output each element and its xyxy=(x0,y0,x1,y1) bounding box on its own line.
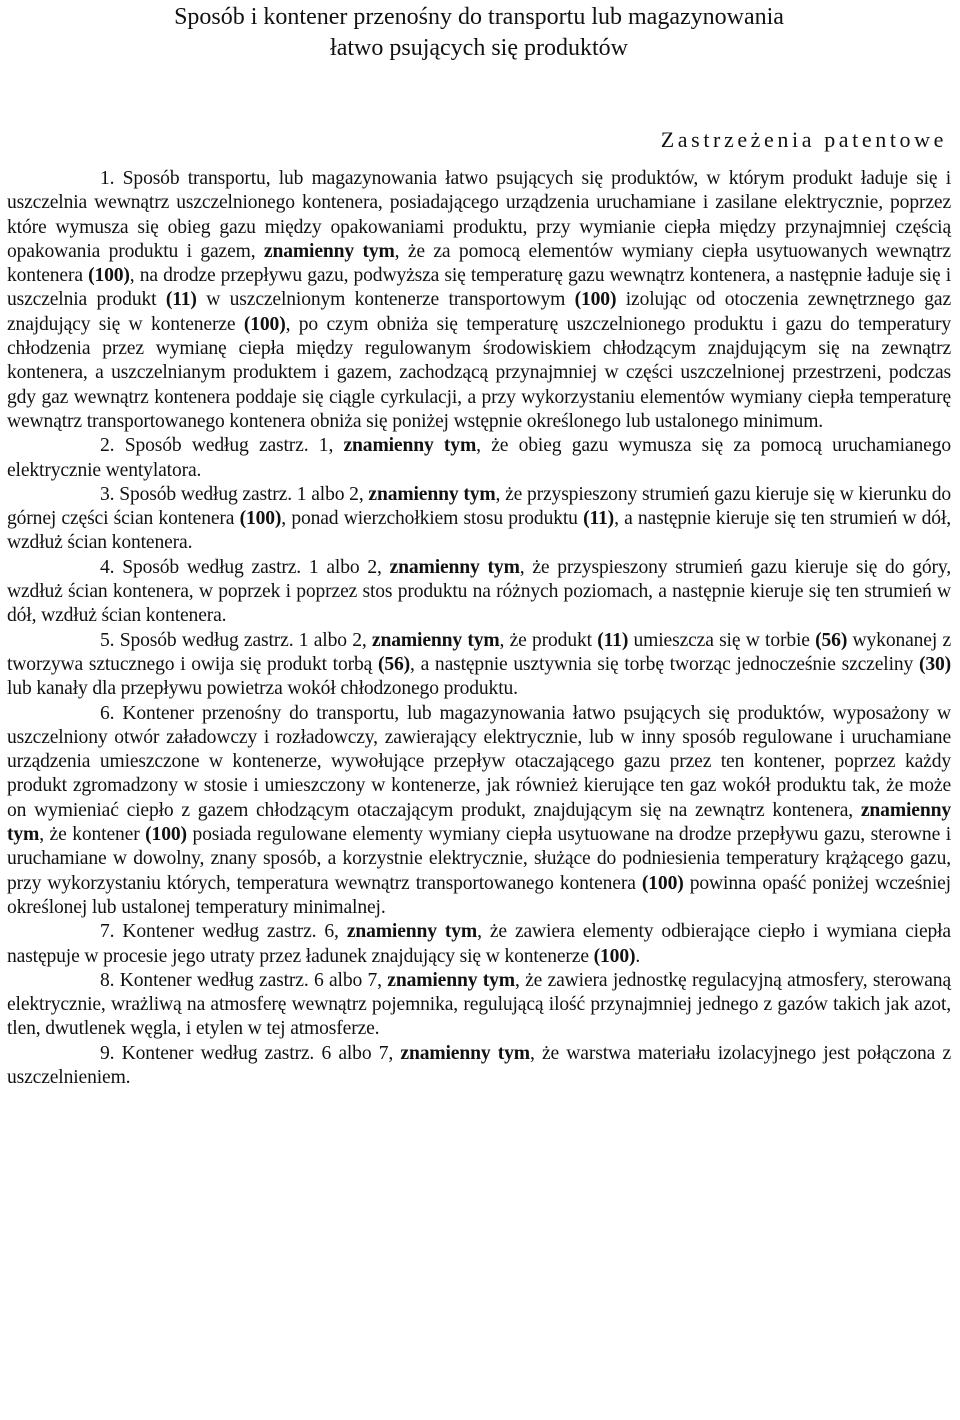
claim-text: , że kontener xyxy=(39,824,146,846)
patent-page xyxy=(7,0,951,1090)
claim-text: wykonanej z tworzywa sztucznego i owija się produkt torbą xyxy=(7,629,952,675)
claim-2 xyxy=(7,434,951,483)
claim-bold-text: (100) xyxy=(593,945,636,967)
claim-text: , że zawiera jednostkę regulacyjną atmosfery, sterowaną elektrycznie, wrażliwą na atmosferę wewnątrz pojemnika, regulującą ilość przynajmniej jednego z gazów takich jak azot, tlen, dwutlenek węgla, i etylen w tej atmosferze. xyxy=(7,969,952,1040)
claim-text: . xyxy=(635,945,641,967)
claim-bold-text: znamienny tym xyxy=(389,556,520,578)
claim-text: 8. Kontener według zastrz. 6 albo 7, xyxy=(100,969,388,991)
claim-7 xyxy=(7,920,951,969)
claim-bold-text: (56) xyxy=(377,653,411,675)
document-title xyxy=(7,0,951,64)
section-heading: Zastrzeżenia patentowe xyxy=(660,127,947,152)
claim-text: , a następnie usztywnia się torbę tworząc jednocześnie szczeliny xyxy=(410,653,919,675)
claim-text: w uszczelnionym kontenerze transportowym xyxy=(196,289,575,311)
claim-text: , że za pomocą elementów wymiany ciepła usytuowanych wewnątrz kontenera xyxy=(7,240,951,287)
claim-bold-text: (100) xyxy=(88,265,130,287)
claim-bold-text: znamienny tym xyxy=(7,799,951,846)
claim-bold-text: (100) xyxy=(239,508,282,530)
claim-bold-text: znamienny tym xyxy=(371,629,500,651)
claim-bold-text: znamienny tym xyxy=(400,1042,530,1064)
claim-text: 6. Kontener przenośny do transportu, lub magazynowania łatwo psujących się produktów, wyposażony w uszczelniony otwór załadowczy i rozładowczy, zawierający elektrycznie, lub w inny sposób regulowane i uruchamiane urządzenia umieszczone w kontenerze, wywołujące przepływ otaczającego gazu przez ten kontener, poprzez każdy produkt zgromadzony w stosie i umieszczony w kontenerze, jak również kierujące ten gaz wokół produktu tak, że może on wymieniać ciepło z gazem chłodzącym otaczającym produkt, znajdującym się na zewnątrz kontenera, xyxy=(7,702,951,821)
claim-6 xyxy=(7,702,951,921)
claim-text: 1. Sposób transportu, lub magazynowania łatwo psujących się produktów, w którym produkt ładuje się i uszczelnia wewnątrz uszczelnionego kontenera, posiadającego urządzenia uruchamiane i zasilane elektrycznie, poprzez które wymusza się obieg gazu między opakowaniami produktu, przy wymianie ciepła między przynajmniej częścią opakowania produktu i gazem, xyxy=(7,168,951,262)
claim-text: 4. Sposób według zastrz. 1 albo 2, xyxy=(100,556,390,578)
claim-bold-text: znamienny tym xyxy=(368,483,496,505)
claim-bold-text: (100) xyxy=(243,313,286,335)
claim-text: , że warstwa materiału izolacyjnego jest połączona z uszczelnieniem. xyxy=(7,1042,951,1088)
claim-bold-text: (56) xyxy=(815,629,848,651)
claim-1 xyxy=(7,167,951,434)
claim-text: lub kanały dla przepływu powietrza wokół chłodzonego produktu. xyxy=(7,678,518,700)
title-line-2: łatwo psujących się produktów xyxy=(330,35,628,61)
claim-text: 3. Sposób według zastrz. 1 albo 2, xyxy=(100,483,369,505)
claim-bold-text: (100) xyxy=(145,824,187,846)
claim-text: , po czym obniża się temperaturę uszczelnionego produktu i gazu do temperatury chłodzenia przez wymianę ciepła między regulowanym środowiskiem chłodzącym znajdującym się na zewnątrz kontenera, a uszczelnianym produktem i gazem, zachodzącą przynajmniej w części uszczelnionej przestrzeni, podczas gdy gaz wewnątrz kontenera poddaje się ciągle cyrkulacji, a przy wykorzystaniu elementów wymiany ciepła temperaturę wewnątrz transportowanego kontenera obniża się poniżej wstępnie określonego lub ustalonego minimum. xyxy=(7,313,951,432)
claim-text: , że przyspieszony strumień gazu kieruje się do góry, wzdłuż ścian kontenera, w poprzek i poprzez stos produktu na różnych poziomach, a następnie kieruje się ten strumień w dół, wzdłuż ścian kontenera. xyxy=(7,556,951,627)
claim-bold-text: znamienny tym xyxy=(343,435,477,457)
claim-3 xyxy=(7,483,951,556)
claim-text: , że obieg gazu wymusza się za pomocą uruchamianego elektrycznie wentylatora. xyxy=(7,435,951,481)
claim-text: , ponad wierzchołkiem stosu produktu xyxy=(281,508,584,530)
claim-text: posiada regulowane elementy wymiany ciepła usytuowane na drodze przepływu gazu, sterowne i uruchamiane w dowolny, znany sposób, a korzystnie elektrycznie, służące do podniesienia temperatury krążącego gazu, przy wykorzystaniu których, temperatura wewnątrz transportowanego kontenera xyxy=(7,824,952,894)
claim-text: powinna opaść poniżej wcześniej określonej lub ustalonej temperatury minimalnej. xyxy=(7,872,951,918)
claim-text: , że produkt xyxy=(499,629,598,651)
claim-text: 9. Kontener według zastrz. 6 albo 7, xyxy=(100,1042,401,1064)
claim-bold-text: (100) xyxy=(641,872,684,894)
claim-bold-text: (11) xyxy=(583,508,615,530)
claim-bold-text: (100) xyxy=(574,289,617,311)
title-line-1: Sposób i kontener przenośny do transportu lub magazynowania xyxy=(174,4,784,30)
claims-list xyxy=(7,167,951,1090)
claim-5 xyxy=(7,629,951,702)
claim-text: , na drodze przepływu gazu, podwyższa się temperaturę gazu wewnątrz kontenera, a następnie ładuje się i uszczelnia produkt xyxy=(7,265,951,311)
claim-text: , że zawiera elementy odbierające ciepło i wymiana ciepła następuje w procesie jego utraty przez ładunek znajdujący się w kontenerze xyxy=(7,921,951,967)
claim-bold-text: znamienny tym xyxy=(387,969,515,991)
claim-bold-text: znamienny tym xyxy=(263,240,395,262)
claim-text: umieszcza się w torbie xyxy=(628,629,816,651)
claim-bold-text: (11) xyxy=(597,629,629,651)
claim-text: izolując od otoczenia zewnętrznego gaz znajdujący się w kontenerze xyxy=(7,289,951,335)
claim-text: , że przyspieszony strumień gazu kieruje się w kierunku do górnej części ścian kontenera xyxy=(7,483,951,530)
claim-text: 5. Sposób według zastrz. 1 albo 2, xyxy=(100,629,372,651)
claim-9 xyxy=(7,1042,951,1091)
claim-text: 7. Kontener według zastrz. 6, xyxy=(100,921,347,943)
claim-bold-text: (30) xyxy=(918,653,951,675)
claim-bold-text: (11) xyxy=(165,289,197,311)
claim-bold-text: znamienny tym xyxy=(346,921,478,943)
claim-text: , a następnie kieruje się ten strumień w dół, wzdłuż ścian kontenera. xyxy=(7,508,951,554)
claim-4 xyxy=(7,556,951,629)
claim-text: 2. Sposób według zastrz. 1, xyxy=(100,435,344,457)
claim-8 xyxy=(7,969,951,1042)
